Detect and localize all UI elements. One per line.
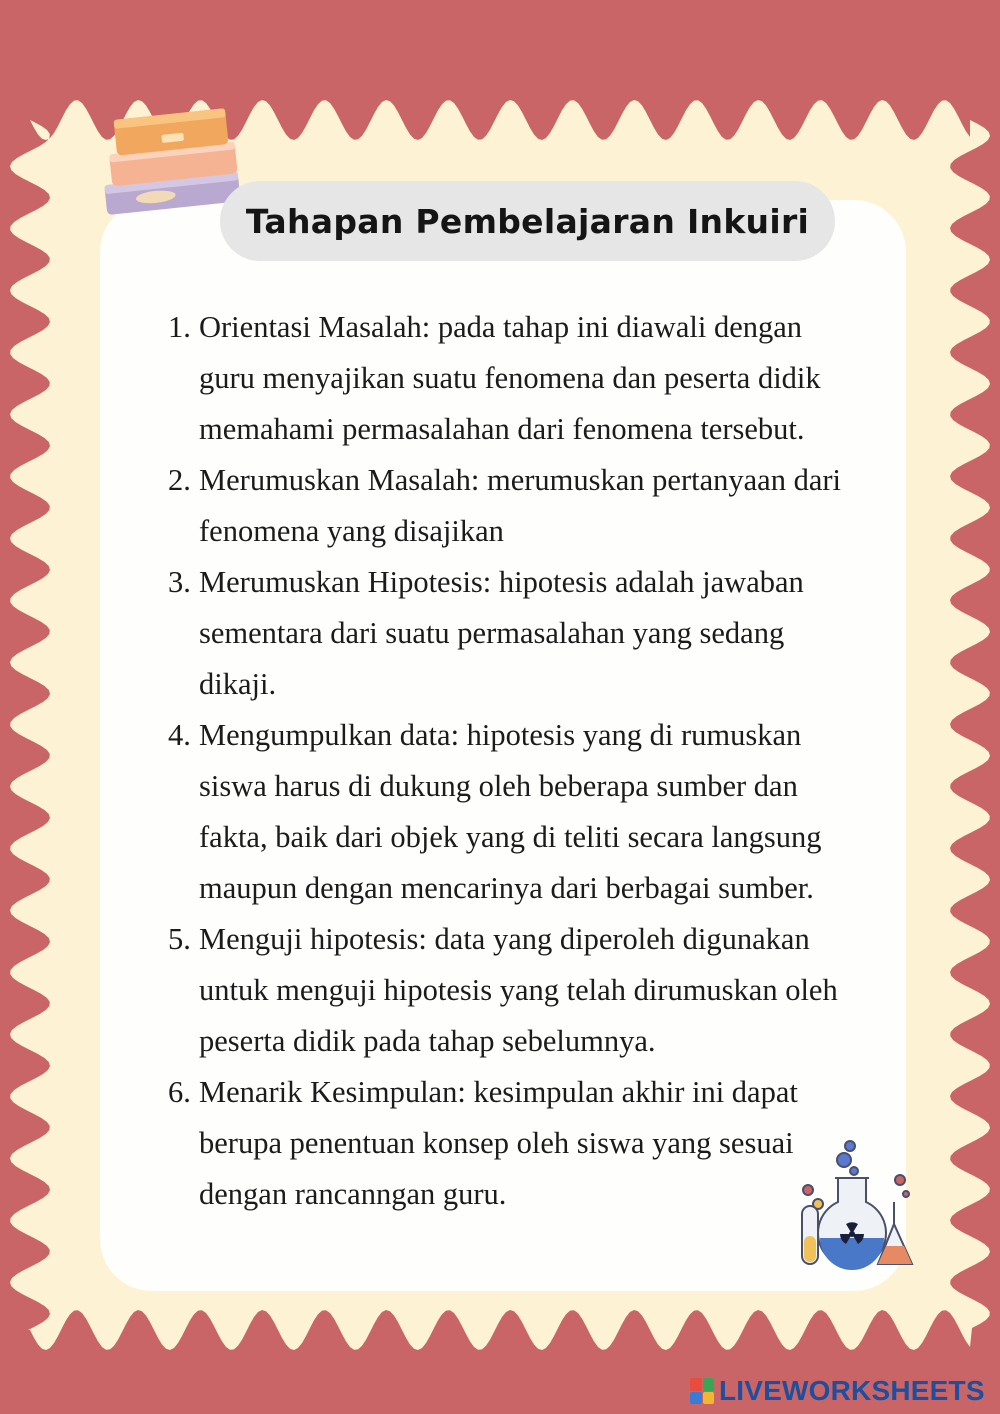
title-banner	[220, 181, 835, 261]
step-text-line: Merumuskan Hipotesis: hipotesis adalah jawaban	[199, 565, 804, 599]
inquiry-steps-list	[168, 302, 868, 1220]
step-text-line: fakta, baik dari objek yang di teliti secara langsung	[199, 820, 822, 854]
step-text-line: Mengumpulkan data: hipotesis yang di rumuskan	[199, 718, 802, 752]
step-text-line: Menarik Kesimpulan: kesimpulan akhir ini dapat	[199, 1075, 798, 1109]
step-text-line: maupun dengan mencarinya dari berbagai sumber.	[199, 871, 814, 905]
step-text-line: berupa penentuan konsep oleh siswa yang sesuai	[199, 1126, 794, 1160]
brand-name: LIVEWORKSHEETS	[719, 1375, 985, 1406]
chemistry-lab-icon	[796, 1140, 924, 1275]
step-text-line: peserta didik pada tahap sebelumnya.	[199, 1024, 656, 1058]
step-number: 1.	[168, 310, 191, 344]
step-item	[168, 302, 868, 455]
step-text-line: Menguji hipotesis: data yang diperoleh digunakan	[199, 922, 810, 956]
step-number: 2.	[168, 463, 191, 497]
step-text-line: fenomena yang disajikan	[199, 514, 504, 548]
step-text-line: sementara dari suatu permasalahan yang sedang	[199, 616, 785, 650]
step-text-line: dengan rancanngan guru.	[199, 1177, 507, 1211]
step-text-line: memahami permasalahan dari fenomena tersebut.	[199, 412, 805, 446]
step-number: 3.	[168, 565, 191, 599]
step-item	[168, 557, 868, 710]
step-text-line: siswa harus di dukung oleh beberapa sumber dan	[199, 769, 798, 803]
step-text-line: Orientasi Masalah: pada tahap ini diawali dengan	[199, 310, 803, 344]
live-tag-icon	[690, 1378, 714, 1404]
step-text-line: dikaji.	[199, 667, 277, 701]
step-text-line: Merumuskan Masalah: merumuskan pertanyaan dari	[199, 463, 841, 497]
step-number: 6.	[168, 1075, 191, 1109]
liveworksheets-watermark	[690, 1374, 985, 1408]
step-item	[168, 914, 868, 1067]
step-number: 5.	[168, 922, 191, 956]
step-item	[168, 455, 868, 557]
step-text-line: untuk menguji hipotesis yang telah dirumuskan oleh	[199, 973, 838, 1007]
step-number: 4.	[168, 718, 191, 752]
step-item	[168, 710, 868, 914]
step-item	[168, 1067, 868, 1220]
page-title: Tahapan Pembelajaran Inkuiri	[245, 201, 810, 241]
step-text-line: guru menyajikan suatu fenomena dan peserta didik	[199, 361, 821, 395]
